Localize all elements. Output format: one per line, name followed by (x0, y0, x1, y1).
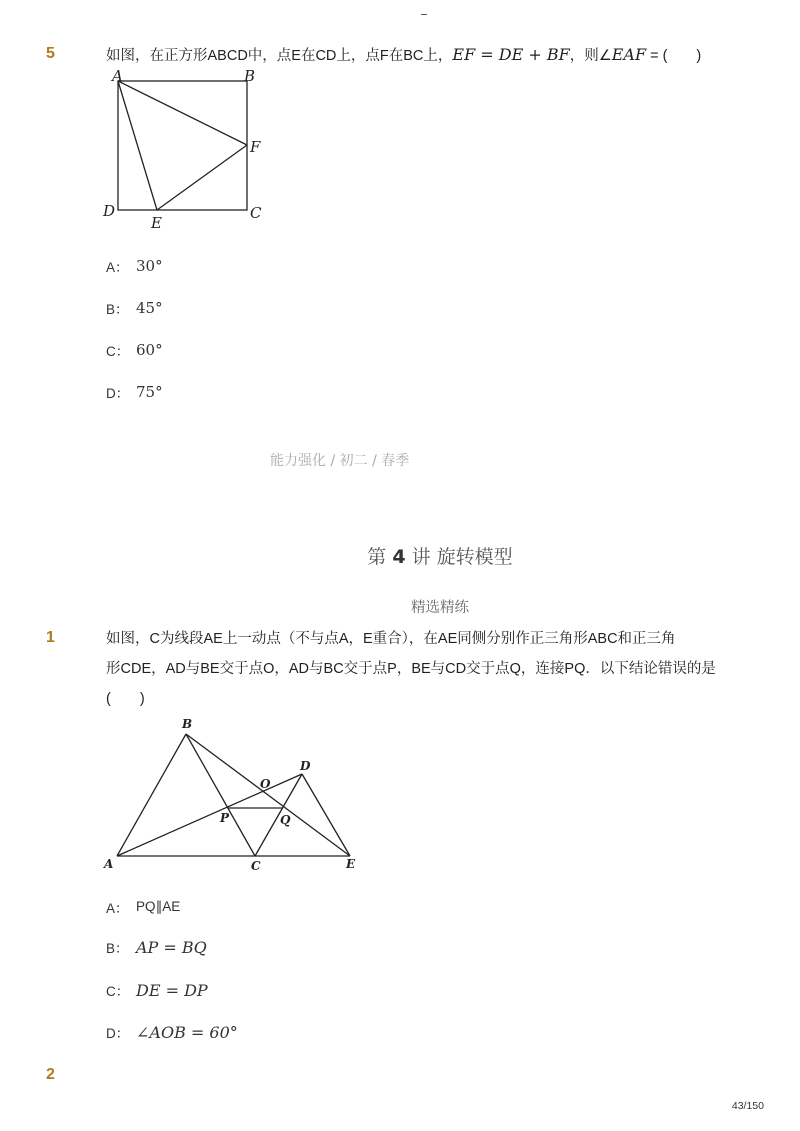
segment-af (118, 81, 247, 145)
option-letter: A： (106, 901, 129, 916)
segment-be (186, 734, 350, 856)
label-q: Q (280, 813, 291, 827)
option-c[interactable] (106, 340, 163, 360)
label-e: E (346, 857, 356, 871)
label-p: P (220, 811, 230, 825)
stem-math-2: EAF (611, 45, 647, 64)
stem-math: EF = DE + BF (452, 45, 570, 64)
label-d: D (103, 202, 116, 220)
option-letter: B： (106, 302, 129, 317)
option-value: PQ∥AE (136, 899, 181, 914)
option-b[interactable] (106, 937, 207, 957)
stem-line-1: 如图，C为线段AE上一动点（不与点A，E重合），在AE同侧分别作正三角形ABC和正三角 (106, 631, 676, 647)
lecture-title (0, 542, 800, 569)
option-b[interactable] (106, 298, 163, 318)
segment-ab (117, 734, 186, 856)
stem-text-2: ，则∠ (569, 48, 612, 64)
stem-text-3: = ( ) (646, 48, 702, 64)
page-footer: 能力强化 / 初二 / 春季 (270, 453, 410, 469)
square-figure (100, 66, 280, 236)
label-d: D (300, 759, 311, 773)
label-c: C (251, 859, 261, 873)
lecture-suffix: 讲 旋转模型 (411, 546, 513, 568)
option-value: ∠AOB = 60° (136, 1022, 238, 1042)
question-stem (106, 624, 756, 714)
segment-ef (157, 145, 247, 210)
option-value: 60° (136, 341, 163, 359)
label-b: B (244, 67, 256, 85)
option-value: 75° (136, 383, 163, 401)
option-value: 30° (136, 257, 163, 275)
triangle-figure (100, 712, 370, 877)
lecture-number: 4 (392, 546, 406, 568)
segment-de (302, 774, 350, 856)
label-c: C (250, 204, 262, 222)
stem-text: 如图，在正方形ABCD中，点E在CD上，点F在BC上， (106, 48, 453, 64)
label-e: E (151, 214, 162, 232)
option-c[interactable] (106, 980, 208, 1000)
segment-ad (117, 774, 302, 856)
segment-ae (118, 81, 157, 210)
label-o: O (260, 777, 271, 791)
question-number: 5 (46, 45, 55, 62)
option-a[interactable] (106, 897, 180, 917)
top-mark (421, 14, 427, 15)
option-d[interactable] (106, 382, 163, 402)
option-letter: D： (106, 386, 130, 401)
label-a: A (112, 67, 123, 85)
option-letter: C： (106, 984, 130, 999)
segment-bc (186, 734, 255, 856)
option-value: DE = DP (136, 980, 208, 1000)
lecture-prefix: 第 (367, 546, 387, 568)
option-letter: A： (106, 260, 129, 275)
option-letter: D： (106, 1026, 130, 1041)
page-number: 43/150 (731, 1100, 764, 1112)
stem-line-2: 形CDE，AD与BE交于点O，AD与BC交于点P，BE与CD交于点Q，连接PQ．以下结论错误的是 (106, 661, 716, 677)
option-value: AP = BQ (136, 937, 207, 957)
option-d[interactable] (106, 1022, 238, 1042)
question-number: 1 (46, 629, 55, 646)
option-a[interactable] (106, 256, 163, 276)
option-value: 45° (136, 299, 163, 317)
option-letter: C： (106, 344, 130, 359)
label-a: A (104, 857, 114, 871)
option-letter: B： (106, 941, 129, 956)
stem-line-3: ( ) (106, 691, 145, 707)
question-number: 2 (46, 1066, 55, 1083)
section-title: 精选精练 (411, 600, 469, 616)
label-f: F (250, 138, 261, 156)
label-b: B (182, 717, 193, 731)
